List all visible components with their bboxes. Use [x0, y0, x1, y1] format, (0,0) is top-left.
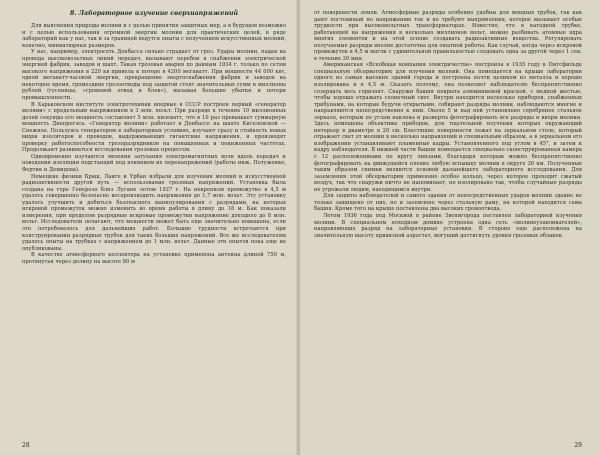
paragraph: Американская «Всеобщая компания электричества» построила в 1935 году в Питсфильде специальную обсерваторию для изучения молний. Она помещается на крыше лаборатории одного из самых высоких зданий города и построена почти целиком из металла и хорошо изолирована и в 4,5 м. Сказать поэтому, она позволяет наблюдателю беспрепятственно созерцать весь горизонт. Снаружи башня покрыта алюминиевой краской, с медной жестью, чтобы хорошо отражать солнечный свет. Внутри находится несколько приборов, снабженных трибунами, на которые будучи открытыми, собирают разряды молнии, наблюдаются многие и направляются непосредственно к ним. Около 5 м над ней установлено серебряное стальное зеркало, которым по углам наклона и разверты фотографировать все разряды и вихри молнии. Здесь помещены объективы приборов, для тщательной изучения которых окружающий интерьер в диаметре в 20 см. Блестящие поверхности лежат на зеркальном столе, который отражает свет от молнии в несколько направлений и специальным образом, а в зеркальном его изображении устанавливают пламенные кадры. Установленного под углом в 45°, и затем к кадру наблюдателя. В нижней части башни помещается специально сконструированная камера с 12 расположенными по кругу линзами, благодаря которым можно беспрепятственно фотографировать на движущейся пленке любую вспышку молнии в округе 30 км. Полученные таким образом снимки являются основой дальнейшего лабораторного исследования. Для заземления этой обсерватории применено особое кольцо, через которое проходит сжатый воздух, так что снаружи ничто не напоминает, но изолировано так, чтобы случайные разряды не угрожали людям, находящимся внутри.: [314, 62, 582, 193]
page-number: 28: [22, 442, 30, 449]
paragraph: Для выяснения природы молнии и с целью принятия защитных мер, а в будущем возможно и с целью использования огромной энергии молнии для практических целей, в ряде лабораторий как у нас, так и за границей ведутся опыты с получением искусственных молний, конечно, миниатюрных размеров.: [22, 23, 286, 49]
right-page: [300, 0, 600, 455]
paragraph: Одновременно изучаются явления затухания электромагнитных волн вдоль передач и поведения изоляции подстанций под влиянием их перенапряжений (работы инж. Потуженко, Фертик и Демидова).: [22, 153, 286, 174]
paragraph: В качестве атмосферного коллектора на установке применена антенна длиной 750 м, протянутая через долину на высоте 80 м: [22, 252, 286, 265]
section-heading: 8. Лабораторное изучение сверхнапряжений: [70, 10, 238, 17]
paragraph: В Харьковском институте электротехники впервые в СССР построен первый «генератор молнии» с предельным напряжением в 3 млн. вольт. При разряде в течение 10 миллионных долей секунды его мощность составляет 5 млн. киловатт, что в 10 раз превышает суммарную мощность Днепрогэса. «Генератор молнии» работает в Донбассе на шахте Киселевской — Снежное. Пользуясь генератором в лабораторных условиях, изучают сразу и стойкость новых видов изоляторов и проводов, выдерживающих гигантские напряжения, и производят проверку работоспособности грозоразрядников на повышенных и пониженных частотах. Продолжают развиваться исследования грозовых процессов.: [22, 101, 286, 154]
paragraph: Летом 1936 года под Москвой в районе Звенигорода поставлен лабораторией изучения молнии. В специальном походном домике устроена одна сеть «молниеулавливателей», направляющих разряд на лабораторные установки. В стороне еще расположена на значительную высоту привязной аэростат, могущий достигнуть уровня грозовых облаков.: [314, 212, 582, 239]
paragraph: Немецкие физики Браш, Ланге и Урбан избрали для изучения молний и искусственной радиоактивности другой путь — использование грозовых напряжений. Установка была создана на горе Генерозо близ Лугано летом 1927 г. На некрепком промежутке в 4,5 м удалось совершенно безопасно воспроизводить напряжения до 1,7 млн. вольт. Эту установку удалось улучшить и добиться безопасного манипулирования с разрядами, на которых искровой промежуток можно изменить во время работы в длину до 18 м. Как показали измерения, при пределом разрядные искровые промежутки напряжение доходило до 8 млн. вольт. Исследователи полагают, что мощности может быть еще значительно повышена, если это потребовалось для дальнейших работ. Большие трудности встречаются при конструировании разрядных трубок для таких больших напряжений. Все же исследователям удалось опыты на трубках с напряжением до 1 млн. вольт. Данные эти опытов пока еще не опубликованы.: [22, 173, 286, 252]
paragraph: Для защиты наблюдателей и самого здания от непосредственных ударов молнии здание не только защищено от них, но и заземлено через стальную раму, на которой находится сама башня. Кроме того на крыше поставлены два высоких громоотвода.: [314, 193, 582, 213]
left-page: [0, 0, 298, 455]
paragraph: У нас, например, электросеть Донбасса сильно страдает от гроз. Удары молнии, падая на провода высоковольтных линий передач, вызывают перебои в снабжении электрической энергией фабрик, заводов и шахт. Такая грозовая авария по данным 1934 г. только по сетям высокого напряжения в 220 кв привела к потере в 4200 мегаватт. При мощности 44 000 квт, одной мегаватт-часовой энергии, прекращение энергоснабжения фабрик и заводов на некоторое время, громоздкие грозоотводы под защитой стоят значительных сумм и миллионы рублей (гусеницы, «громовой отвод и блок»), вызывая большие убытки и потери промышленности.: [22, 49, 286, 102]
paragraph: от поверхности земли. Атмосферные разряды особенно удобны для мощных трубок, так как дают постоянный по напряжению ток и не требуют выпрямления, которое вызывает особые трудности при высоковольтных трансформаторах. Известно, что в катодной трубке, работающей на напряжения в несколько миллионов вольт, можно разбивать атомные ядра многих элементов и на этой основе создавать радиоактивные вещества. Регулировать получаемые разряды вполне достаточна для опытной работы. Как случай, когда через искровой промежуток в 4,5 м могли с удивительной правильностью следовать одна за другой через 1 сек. в течение 30 мин.: [314, 10, 582, 62]
page-number: 29: [574, 442, 582, 449]
